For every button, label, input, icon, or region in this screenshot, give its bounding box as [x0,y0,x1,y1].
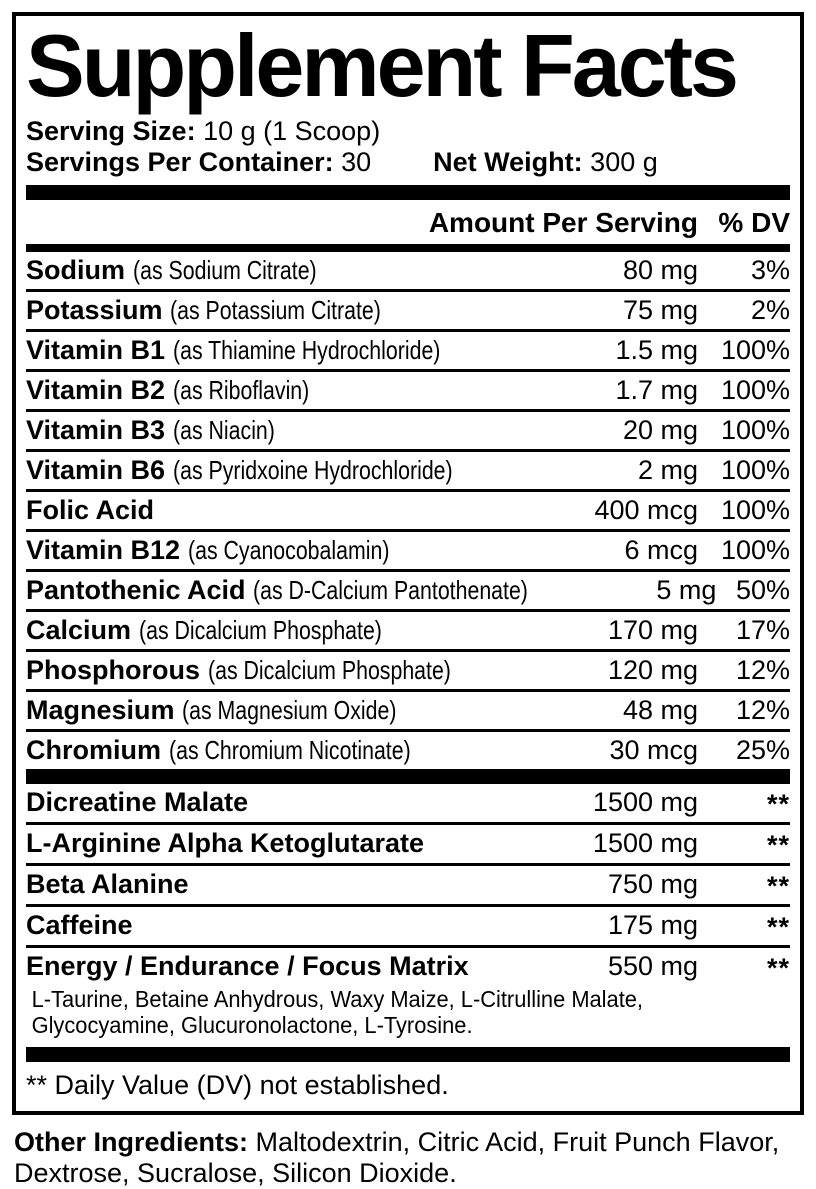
nutrient-dv: 2% [750,294,790,325]
other-ingredients-value: Maltodextrin, Citric Acid, Fruit Punch Flavor, Dextrose, Sucralose, Silicon Dioxide. [14,1126,780,1188]
net-weight [433,147,658,178]
serving-size-line [26,116,790,147]
nutrient-form: (as Sodium Citrate) [132,254,317,285]
blend-name [26,829,538,858]
nutrient-form: (as Riboflavin) [172,374,309,405]
nutrient-form: (as D-Calcium Pantothenate) [253,574,528,605]
nutrient-name [26,336,538,365]
nutrient-name-bold: Magnesium [26,694,175,725]
servings-net-weight-line [26,147,790,178]
nutrient-dv: 100% [720,374,790,405]
table-row [26,252,790,289]
nutrient-amount: 80 mg [622,254,698,285]
nutrient-amount: 2 mg [637,454,698,485]
blend-name-bold: Dicreatine Malate [26,786,249,817]
servings-per-container-label: Servings Per Container: [26,146,334,177]
supplement-facts-panel [12,12,804,1115]
nutrient-name-bold: Folic Acid [26,494,155,525]
other-ingredients [14,1127,802,1189]
blend-name [26,788,538,817]
nutrient-name-bold: Pantothenic Acid [26,574,246,605]
table-row [26,948,790,986]
table-row [26,409,790,449]
nutrient-form: (as Magnesium Oxide) [182,694,397,725]
nutrient-name [26,456,538,485]
table-row [26,784,790,822]
blend-amount: 750 mg [607,868,698,899]
table-row [26,863,790,904]
blend-dv: ** [766,952,790,983]
blend-name-bold: Beta Alanine [26,868,189,899]
other-ingredients-label: Other Ingredients: [14,1126,249,1157]
blend-name [26,952,538,981]
nutrient-amount: 75 mg [622,294,698,325]
nutrient-name-bold: Vitamin B1 [26,334,166,365]
nutrient-amount: 1.7 mg [615,374,698,405]
nutrient-form: (as Potassium Citrate) [170,294,381,325]
nutrient-form: (as Thiamine Hydrochloride) [172,334,440,365]
servings-per-container [26,147,371,178]
column-header-dv: % DV [718,206,790,238]
matrix-subingredients: L-Taurine, Betaine Anhydrous, Waxy Maize, L-Citrulline Malate, Glycocyamine, Glucuronolactone, L-Tyrosine. [31,985,643,1038]
nutrient-dv: 12% [735,694,790,725]
table-row [26,689,790,729]
nutrient-name [26,736,538,765]
nutrient-name [26,296,538,325]
nutrient-form: (as Pyridxoine Hydrochloride) [172,454,453,485]
blend-dv: ** [766,788,790,819]
net-weight-value: 300 g [590,146,658,177]
table-row [26,449,790,489]
nutrient-name-bold: Chromium [26,734,161,765]
nutrient-name [26,616,538,645]
nutrient-name [26,496,538,525]
divider-thick-bottom [26,1047,790,1062]
nutrient-dv: 100% [720,454,790,485]
nutrient-amount: 120 mg [607,654,698,685]
nutrient-amount: 30 mcg [609,734,698,765]
nutrient-amount: 400 mcg [594,494,698,525]
blend-amount: 550 mg [607,950,698,981]
nutrient-dv: 100% [720,414,790,445]
nutrient-name [26,256,538,285]
nutrient-form: (as Cyanocobalamin) [187,534,390,565]
blend-name-bold: Energy / Endurance / Focus Matrix [26,950,469,981]
nutrient-name [26,416,538,445]
table-row [26,529,790,569]
nutrient-name [26,536,538,565]
nutrient-dv: 100% [720,494,790,525]
table-row [26,904,790,945]
nutrient-name-bold: Vitamin B2 [26,374,166,405]
supplement-facts-title: Supplement Facts [26,16,736,115]
table-row [26,569,790,609]
table-row [26,822,790,863]
table-row [26,729,790,769]
table-row [26,289,790,329]
column-header-amount: Amount Per Serving [428,206,698,238]
table-row [26,489,790,529]
table-row [26,609,790,649]
nutrient-amount: 1.5 mg [615,334,698,365]
nutrient-name [26,656,538,685]
nutrient-amount: 20 mg [622,414,698,445]
blend-amount: 1500 mg [592,827,698,858]
blend-name [26,870,538,899]
blend-dv: ** [766,911,790,942]
nutrient-dv: 17% [735,614,790,645]
net-weight-label: Net Weight: [433,146,583,177]
nutrient-amount: 48 mg [622,694,698,725]
blend-amount: 175 mg [607,909,698,940]
nutrient-name-bold: Phosphorous [26,654,200,685]
nutrient-name-bold: Sodium [26,254,125,285]
dv-footnote: ** Daily Value (DV) not established. [26,1069,449,1100]
divider-thick-top [26,185,790,200]
blend-name [26,911,538,940]
nutrient-name-bold: Potassium [26,294,163,325]
nutrient-amount: 170 mg [607,614,698,645]
nutrient-form: (as Dicalcium Phosphate) [207,654,451,685]
nutrient-name [26,376,538,405]
nutrient-name-bold: Calcium [26,614,132,645]
table-row [26,369,790,409]
matrix-block [26,945,790,1047]
nutrient-dv: 3% [750,254,790,285]
divider-thick-middle [26,769,790,784]
blend-name-bold: Caffeine [26,909,133,940]
nutrient-form: (as Niacin) [172,414,275,445]
nutrient-form: (as Chromium Nicotinate) [168,734,411,765]
table-row [26,329,790,369]
blend-name-bold: L-Arginine Alpha Ketoglutarate [26,827,425,858]
blend-amount: 1500 mg [592,786,698,817]
nutrient-name-bold: Vitamin B6 [26,454,166,485]
divider-medium-header [26,244,790,252]
nutrient-dv: 100% [720,334,790,365]
nutrient-amount: 6 mcg [624,534,698,565]
column-header-row [26,200,790,244]
nutrient-dv: 12% [735,654,790,685]
nutrient-name [26,576,588,605]
nutrient-dv: 50% [735,574,790,605]
nutrient-dv: 25% [735,734,790,765]
nutrient-name [26,696,538,725]
nutrient-dv: 100% [720,534,790,565]
blend-dv: ** [766,870,790,901]
serving-size-label: Serving Size: [26,115,196,146]
nutrient-amount: 5 mg [656,574,717,605]
blend-dv: ** [766,829,790,860]
table-row [26,649,790,689]
nutrient-name-bold: Vitamin B12 [26,534,181,565]
serving-size-value: 10 g (1 Scoop) [203,115,381,146]
nutrient-name-bold: Vitamin B3 [26,414,166,445]
nutrient-form: (as Dicalcium Phosphate) [138,614,382,645]
servings-per-container-value: 30 [341,146,372,177]
